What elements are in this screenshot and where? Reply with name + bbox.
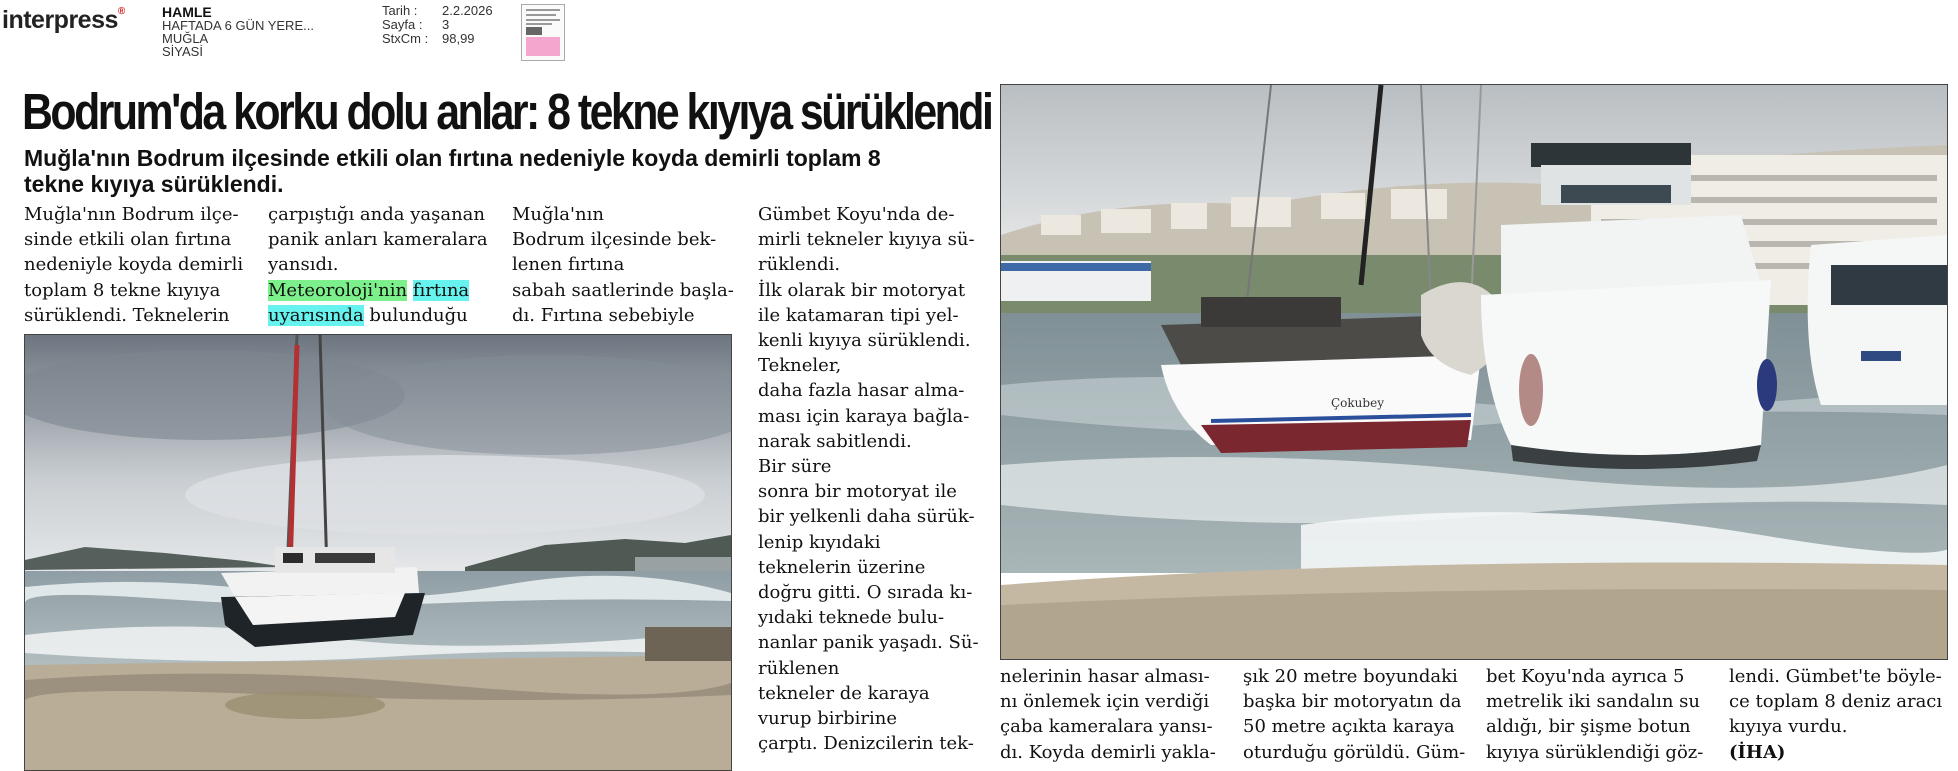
photo-catamaran — [24, 334, 732, 771]
boat-name-label: Çokubey — [1331, 396, 1384, 410]
meta-stxcm: StxCm : 98,99 — [382, 31, 475, 46]
highlight-green: Meteoroloji'nin — [268, 279, 408, 301]
article-lede: Muğla'nın Bodrum ilçesinde etkili olan fırtına nedeniyle koyda demirli toplam 8 tekne kıyıya sürüklendi. — [24, 145, 881, 197]
text-column-2: çarpıştığı anda yaşanan panik anları kameralara yansıdı. Meteoroloji'nin fırtına uyarısında bulunduğu — [268, 204, 488, 326]
highlight-cyan: uyarısında — [268, 304, 364, 326]
catamaran-image — [25, 335, 731, 770]
text-column-8: lendi. Gümbet'te böyle- ce toplam 8 deniz aracı kıyıya vurdu. (İHA) — [1729, 664, 1942, 765]
text-column-4: Gümbet Koyu'nda de- mirli tekneler kıyıya sü- rüklendi. İlk olarak bir motoryat ile katamaran tipi yel- kenli kıyıya sürüklendi. Tekneler, daha fazla hasar alma- ması için karaya bağla- narak sabitlendi. Bir süre sonra bir motoryat ile bir yelkenli daha sürük- lenip kıyıdaki teknelerin üzerine doğru gitti. O sırada kı- yıdaki teknede bulu- nanlar panik yaşadı. Sü- rüklenen tekneler de karaya vurup birbirine çarptı. Denizcilerin tek- — [758, 204, 979, 755]
text-column-3: Muğla'nın Bodrum ilçesinde bek- lenen fırtına sabah saatlerinde başla- dı. Fırtına sebebiyle — [512, 204, 734, 326]
clip-meta — [382, 4, 493, 46]
highlight-cyan: fırtına — [412, 279, 470, 301]
harbor-image — [1001, 85, 1947, 659]
publication-name: HAMLE — [162, 4, 212, 20]
publication-info — [162, 6, 314, 58]
text-column-5: nelerinin hasar alması- nı önlemek için verdiği çaba kameralara yansı- dı. Koyda demirli yakla- — [1000, 666, 1216, 763]
publication-category: SİYASİ — [162, 44, 203, 59]
article-headline: Bodrum'da korku dolu anlar: 8 tekne kıyıya sürüklendi — [22, 83, 992, 140]
text-column-7: bet Koyu'nda ayrıca 5 metrelik iki sandalın su aldığı, bir şişme botun kıyıya sürüklendiği göz- — [1486, 666, 1704, 763]
article-signature: (İHA) — [1729, 741, 1786, 763]
publication-frequency: HAFTADA 6 GÜN YERE... — [162, 18, 314, 33]
meta-page: Sayfa : 3 — [382, 17, 450, 32]
text-column-1: Muğla'nın Bodrum ilçe- sinde etkili olan fırtına nedeniyle koyda demirli toplam 8 tekne kıyıya sürüklendi. Teknelerin — [24, 204, 244, 326]
publication-region: MUĞLA — [162, 31, 209, 46]
photo-boats-harbor — [1000, 84, 1948, 660]
meta-date: Tarih : 2.2.2026 — [382, 3, 493, 18]
text-column-6: şık 20 metre boyundaki başka bir motoryatın da 50 metre açıkta karaya oturduğu görüldü. Güm- — [1243, 666, 1466, 763]
interpress-logo: interpress® — [2, 6, 125, 34]
page-thumbnail[interactable] — [521, 4, 565, 61]
